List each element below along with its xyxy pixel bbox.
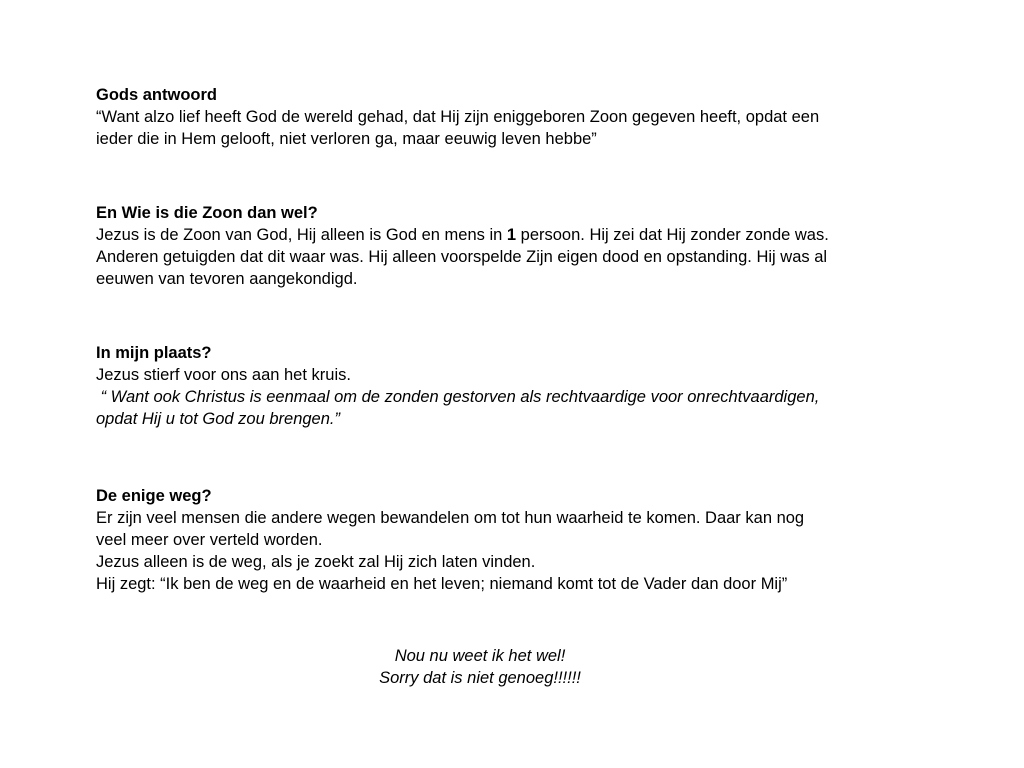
italic-quote-line: “ Want ook Christus is eenmaal om de zonden gestorven als rechtvaardige voor onrechtvaardigen, xyxy=(96,388,820,406)
body-line: Jezus stierf voor ons aan het kruis. xyxy=(96,366,351,384)
body-line: eeuwen van tevoren aangekondigd. xyxy=(96,270,358,288)
section-wie-is-die-zoon xyxy=(96,202,936,290)
body-line xyxy=(96,224,936,246)
quote-line: “Want alzo lief heeft God de wereld gehad, dat Hij zijn eniggeboren Zoon gegeven heeft, opdat een xyxy=(96,108,820,126)
section-heading: De enige weg? xyxy=(96,487,212,505)
closing-remarks xyxy=(0,645,960,689)
section-de-enige-weg xyxy=(96,485,936,595)
body-text: Jezus is de Zoon van God, Hij alleen is God en mens in xyxy=(96,226,507,244)
bold-number: 1 xyxy=(506,226,517,244)
body-text: persoon. Hij zei dat Hij zonder zonde was. xyxy=(516,226,829,244)
closing-line: Nou nu weet ik het wel! xyxy=(394,647,566,665)
body-line: Jezus alleen is de weg, als je zoekt zal Hij zich laten vinden. xyxy=(96,553,536,571)
section-gods-antwoord xyxy=(96,84,936,150)
section-heading: In mijn plaats? xyxy=(96,344,212,362)
body-line: Anderen getuigden dat dit waar was. Hij alleen voorspelde Zijn eigen dood en opstanding. Hij was al xyxy=(96,248,828,266)
body-line: Hij zegt: “Ik ben de weg en de waarheid en het leven; niemand komt tot de Vader dan door Mij” xyxy=(96,575,788,593)
body-line: Er zijn veel mensen die andere wegen bewandelen om tot hun waarheid te komen. Daar kan nog xyxy=(96,509,805,527)
section-heading: En Wie is die Zoon dan wel? xyxy=(96,204,318,222)
body-line: veel meer over verteld worden. xyxy=(96,531,323,549)
italic-quote-line: opdat Hij u tot God zou brengen.” xyxy=(96,410,340,428)
section-heading: Gods antwoord xyxy=(96,86,217,104)
section-in-mijn-plaats xyxy=(96,342,936,430)
closing-line: Sorry dat is niet genoeg!!!!!! xyxy=(379,669,581,687)
quote-line: ieder die in Hem gelooft, niet verloren ga, maar eeuwig leven hebbe” xyxy=(96,130,597,148)
